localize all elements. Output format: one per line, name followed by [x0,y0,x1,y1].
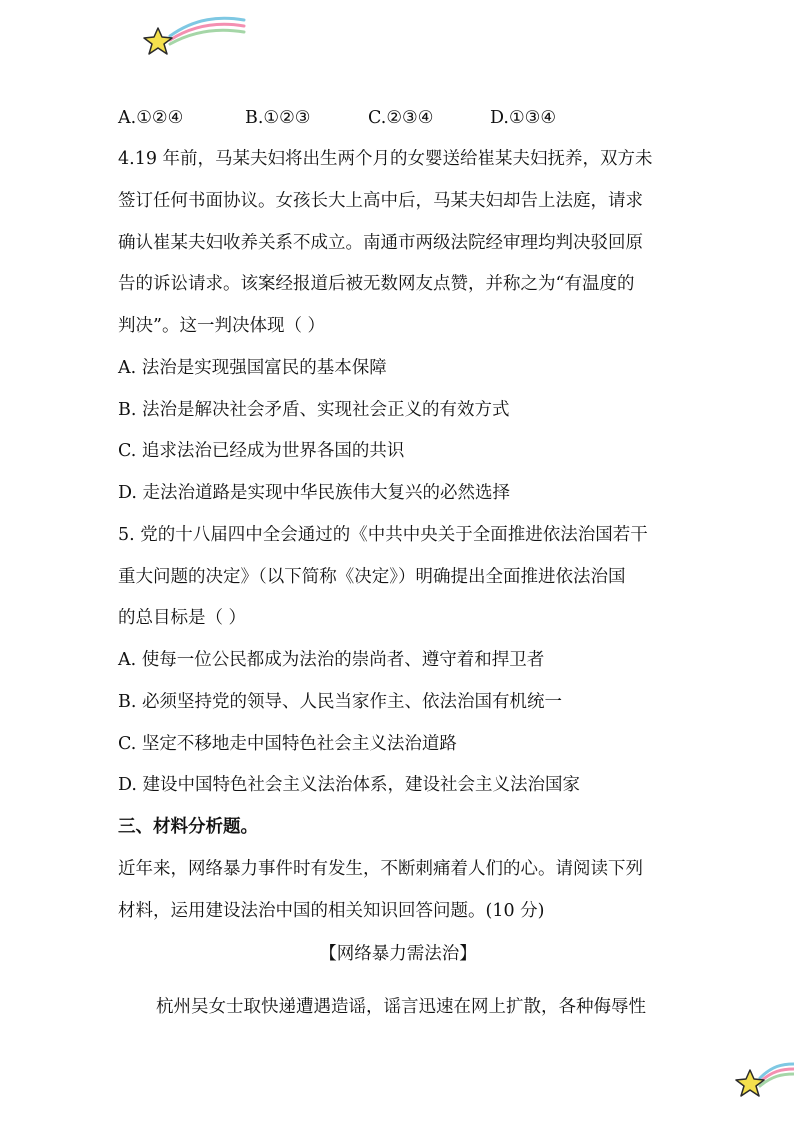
shooting-star-icon [732,1056,794,1102]
q4-stem-line: 告的诉讼请求。该案经报道后被无数网友点赞，并称之为“有温度的 [118,274,635,294]
section-intro-line: 近年来，网络暴力事件时有发生，不断刺痛着人们的心。请阅读下列 [118,859,643,879]
q4-stem-line: 确认崔某夫妇收养关系不成立。南通市两级法院经审理均判决驳回原 [118,233,643,253]
q5-option-d: D. 建设中国特色社会主义法治体系，建设社会主义法治国家 [118,775,581,795]
q5-stem-line: 5. 党的十八届四中全会通过的《中共中央关于全面推进依法治国若干 [118,525,648,545]
q4-stem-line: 签订任何书面协议。女孩长大上高中后，马某夫妇却告上法庭，请求 [118,191,643,211]
q4-option-a: A. 法治是实现强国富民的基本保障 [118,358,387,378]
q5-option-b: B. 必须坚持党的领导、人民当家作主、依法治国有机统一 [118,692,562,712]
material-text-line: 杭州吴女士取快递遭遇造谣，谣言迅速在网上扩散，各种侮辱性 [156,997,646,1017]
q4-stem-line: 4.19 年前，马某夫妇将出生两个月的女婴送给崔某夫妇抚养，双方未 [118,149,653,169]
option-d: D.①③④ [490,108,557,128]
option-a: A.①②④ [118,108,184,128]
material-title: 【网络暴力需法治】 [319,944,477,964]
q5-option-a: A. 使每一位公民都成为法治的崇尚者、遵守着和捍卫者 [118,650,545,670]
section-heading: 三、材料分析题。 [118,817,258,837]
q4-option-b: B. 法治是解决社会矛盾、实现社会正义的有效方式 [118,400,510,420]
option-c: C.②③④ [368,108,434,128]
option-b: B.①②③ [245,108,311,128]
q5-stem-line: 重大问题的决定》（以下简称《决定》）明确提出全面推进依法治国 [118,567,626,587]
q5-option-c: C. 坚定不移地走中国特色社会主义法治道路 [118,734,457,754]
q4-stem-line: 判决”。这一判决体现（ ） [118,316,326,336]
previous-question-options [118,104,678,132]
q4-option-c: C. 追求法治已经成为世界各国的共识 [118,441,405,461]
q4-option-d: D. 走法治道路是实现中华民族伟大复兴的必然选择 [118,483,511,503]
section-intro-line: 材料，运用建设法治中国的相关知识回答问题。(10 分) [118,901,545,921]
q5-stem-line: 的总目标是（ ） [118,608,247,628]
shooting-star-icon [140,14,250,60]
